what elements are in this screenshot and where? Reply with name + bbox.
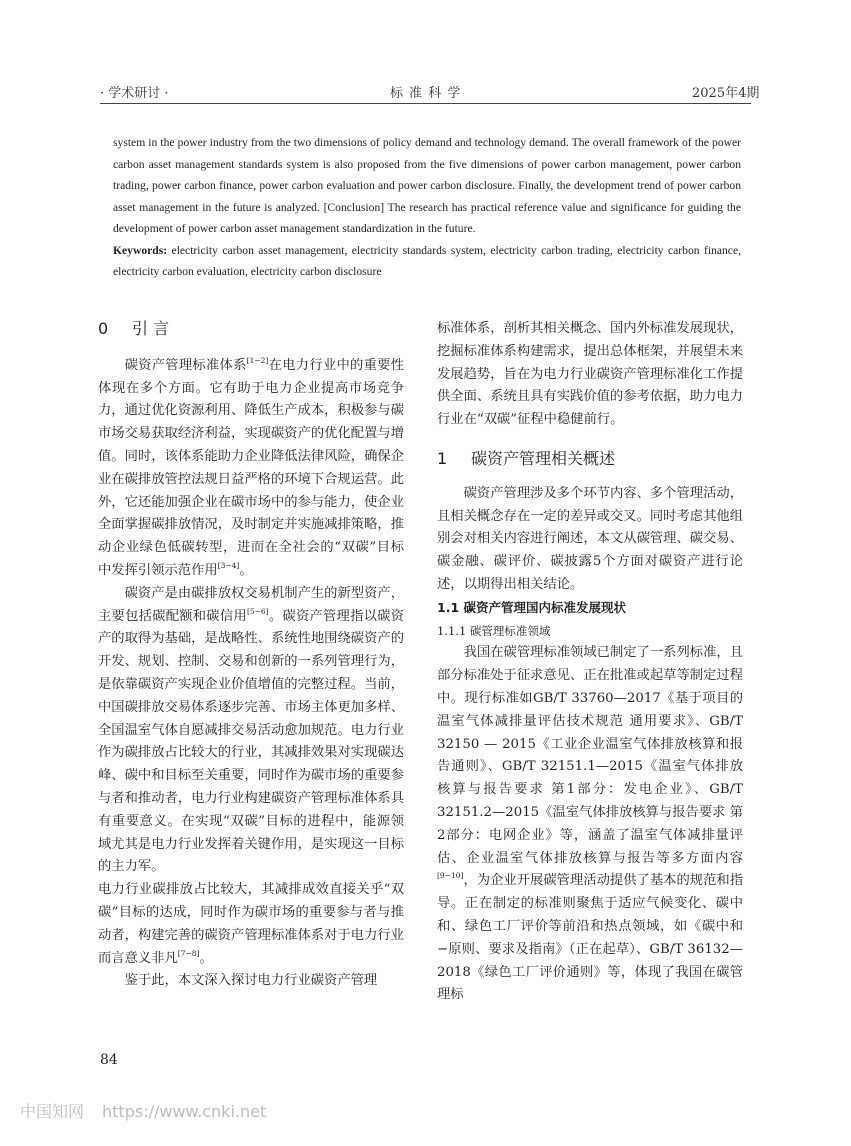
subsection-heading: 1.1 碳资产管理国内标准发展现状: [437, 599, 626, 615]
citation: [3−4]: [217, 560, 240, 570]
left-column: [98, 318, 404, 993]
citation: [1−2]: [246, 355, 269, 365]
text-run: 我国在碳管理标准领域已制定了一系列标准，且部分标准处于征求意见、正在批准或起草等制定过程中。现行标准如GB/T 33760—2017《基于项目的温室气体减排量评估技术规范 通用要求》、GB/T 32150 — 2015《工业企业温室气体排放核算和报告通则》、GB/T 32151.1—2015《温室气体排放核算与报告要求 第1部分：发电企业》、GB/T 32151.2—2015《温室气体排放核算与报告要求 第2部分：电网企业》等，涵盖了温室气体减排量评估、企业温室气体排放核算与报告等多方面内容: [437, 645, 743, 866]
paragraph: [98, 583, 404, 879]
text-run: 。: [199, 950, 213, 966]
paragraph: 鉴于此，本文深入探讨电力行业碳资产管理: [124, 973, 378, 989]
text-run: ，为企业开展碳管理活动提供了基本的规范和指导。正在制定的标准则聚焦于适应气候变化、碳中和、绿色工厂评价等前沿和热点领域，如《碳中和−原则、要求及指南》（正在起草）、GB/T 36132—2018《绿色工厂评价通则》等，体现了我国在碳管理标: [437, 873, 743, 1003]
keywords-label: Keywords:: [113, 243, 168, 257]
citation: [9−10]: [437, 871, 464, 881]
right-column: [437, 318, 743, 1007]
header-issue: 2025年4期: [692, 86, 760, 101]
paragraph: 标准体系，剖析其相关概念、国内外标准发展现状，挖掘标准体系构建需求，提出总体框架，并展望未来发展趋势，旨在为电力行业碳资产管理标准化工作提供全面、系统且具有实践价值的参考依据，助力电力行业在“双碳”征程中稳健前行。: [437, 321, 743, 428]
header-rule: [100, 103, 751, 104]
text-run: 碳资产是由碳排放权交易机制产生的新型资产，主要包括碳配额和碳信用: [98, 585, 404, 624]
section-heading-0: [98, 318, 404, 341]
page-number: 84: [100, 1052, 118, 1068]
section-num-0: 0: [98, 319, 109, 338]
keywords: [113, 240, 741, 283]
section-title-1: 碳资产管理相关概述: [471, 448, 616, 468]
text-run: 。碳资产管理指以碳资产的取得为基础，是战略性、系统性地围绕碳资产的开发、规划、控制、交易和创新的一系列管理行为，是依靠碳资产实现企业价值增值的完整过程。当前，中国碳排放交易体系逐步完善、市场主体更加多样、全国温室气体自愿减排交易活动愈加规范。电力行业作为碳排放占比较大的行业，其减排效果对实现碳达峰、碳中和目标至关重要，同时作为碳市场的重要参与者和推动者，电力行业构建碳资产管理标准体系具有重要意义。在实现“双碳”目标的进程中，能源领域尤其是电力行业发挥着关键作用，是实现这一目标的主力军。: [98, 608, 405, 875]
citation: [5−6]: [246, 606, 269, 616]
citation: [7−8]: [177, 948, 200, 958]
paragraph: 碳资产管理涉及多个环节内容、多个管理活动，且相关概念存在一定的差异或交叉。同时考虑其他组别会对相关内容进行阐述，本文从碳管理、碳交易、碳金融、碳评价、碳披露5个方面对碳资产进行论述，以期得出相关结论。: [437, 485, 743, 592]
paragraph: [98, 879, 404, 970]
abstract-text: system in the power industry from the two dimensions of policy demand and technology demand. The overall framework of the power carbon asset management standards system is also proposed from the five dimensions of power carbon management, power carbon trading, power carbon finance, power carbon evaluation and power carbon disclosure. Finally, the development trend of power carbon asset management in the future is analyzed. [Conclusion] The research has practical reference value and significance for guiding the development of power carbon asset management standardization in the future.: [113, 136, 741, 235]
watermark: [20, 1099, 266, 1122]
paragraph: [98, 355, 404, 583]
text-run: 碳资产管理标准体系: [124, 357, 247, 373]
subsubsection-heading: 1.1.1 碳管理标准领域: [437, 623, 551, 638]
watermark-url: https://www.cnki.net: [102, 1102, 267, 1121]
section-heading-1: [437, 448, 743, 471]
abstract-en: [113, 132, 741, 283]
keywords-text: electricity carbon asset management, electricity standards system, electricity carbon trading, electricity carbon finance, electricity carbon evaluation, electricity carbon disclosure: [113, 243, 741, 278]
header-section: · 学术研讨 ·: [100, 86, 169, 101]
watermark-site: 中国知网: [20, 1102, 85, 1121]
text-run: 在电力行业中的重要性体现在多个方面。它有助于电力企业提高市场竞争力，通过优化资源利用、降低生产成本，积极参与碳市场交易获取经济利益，实现碳资产的优化配置与增值。同时，该体系能助力企业降低法律风险，确保企业在碳排放管控法规日益严格的环境下合规运营。此外，它还能加强企业在碳市场中的参与能力，使企业全面掌握碳排放情况，及时制定并实施减排策略，推动企业绿色低碳转型，进而在全社会的“双碳”目标中发挥引领示范作用: [98, 357, 405, 578]
header-journal: 标 准 科 学: [390, 86, 462, 101]
text-run: 电力行业碳排放占比较大，其减排成效直接关乎“双碳”目标的达成，同时作为碳市场的重要参与者与推动者，构建完善的碳资产管理标准体系对于电力行业而言意义非凡: [98, 882, 404, 966]
text-run: 。: [239, 562, 253, 578]
paragraph: [437, 642, 743, 1007]
section-title-0: 引 言: [132, 319, 170, 338]
section-num-1: 1: [437, 448, 448, 468]
